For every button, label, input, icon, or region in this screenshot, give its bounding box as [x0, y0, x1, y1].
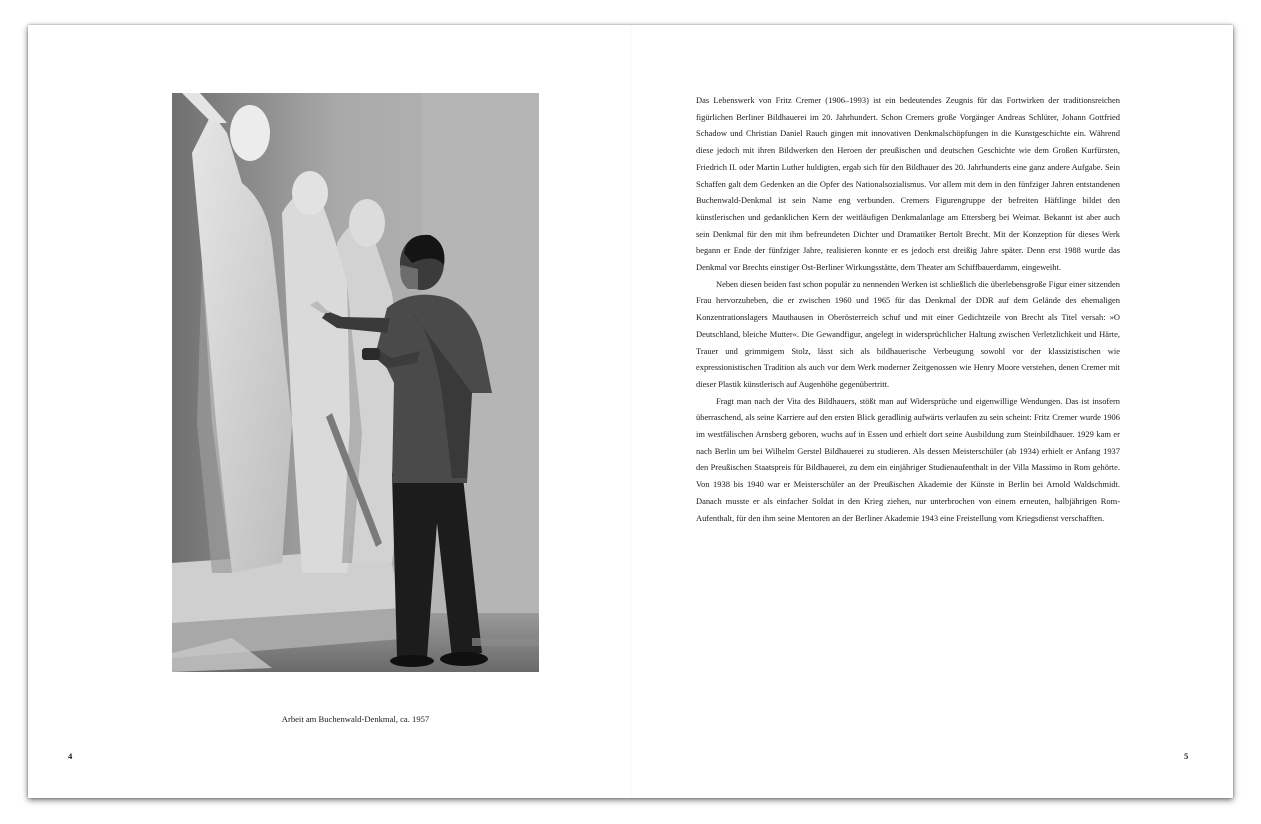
photo-caption: Arbeit am Buchenwald-Denkmal, ca. 1957	[281, 714, 430, 724]
paragraph-2: Neben diesen beiden fast schon populär zu nennenden Werken ist schließlich die überlebensgroße Figur einer sitzenden Frau hervorzuheben, die er zwischen 1960 und 1965 für das Denkmal der DDR auf dem Gelände des ehemaligen Konzentrationslagers Mauthausen in Oberösterreich schuf und mit einer Gedichtzeile von Brecht als Titel versah: »O Deutschland, bleiche Mutter«. Die Gewandfigur, angelegt in widersprüchlicher Haltung zwischen Verletzlichkeit und Härte, Trauer und grimmigem Stolz, lässt sich als bildhauerische Verbeugung sowohl vor der klassizistischen wie expressionistischen Tradition als auch vor dem Werk moderner Zeitgenossen wie Henry Moore verstehen, denen Cremer mit dieser Plastik künstlerisch auf Augenhöhe gegenübertritt.	[696, 278, 1120, 389]
book-gutter	[630, 25, 632, 798]
photo-sculptor-at-work	[172, 93, 539, 672]
body-text	[696, 92, 1120, 526]
book-spread	[28, 25, 1233, 798]
paragraph-3: Fragt man nach der Vita des Bildhauers, stößt man auf Widersprüche und eigenwillige Wendungen. Das ist insofern überraschend, als seine Karriere auf den ersten Blick geradlinig aufwärts verlaufen zu sein scheint: Fritz Cremer wurde 1906 im westfälischen Arnsberg geboren, wuchs auf in Essen und erhielt dort seine Ausbildung zum Steinbildhauer. 1929 kam er nach Berlin um bei Wilhelm Gerstel Bildhauerei zu studieren. Als dessen Meisterschüler (ab 1934) erhielt er Anfang 1937 den Preußischen Staatspreis für Bildhauerei, zu dem ein einjähriger Studienaufenthalt in der Villa Massimo in Rom gehörte. Von 1938 bis 1940 war er Meisterschüler an der Preußischen Akademie der Künste in Berlin bei Arnold Waldschmidt. Danach musste er als einfacher Soldat in den Krieg ziehen, nur unterbrochen von einem erneuten, halbjährigen Rom-Aufenthalt, für den ihm seine Mentoren an der Berliner Akademie 1943 eine Freistellung vom Kriegsdienst verschafften.	[696, 395, 1120, 523]
page-number-right: 5	[1184, 751, 1189, 761]
paragraph-1: Das Lebenswerk von Fritz Cremer (1906–1993) ist ein bedeutendes Zeugnis für das Fortwirken der traditionsreichen figürlichen Berliner Bildhauerei im 20. Jahrhundert. Schon Cremers große Vorgänger Andreas Schlüter, Johann Gottfried Schadow und Christian Daniel Rauch gingen mit innovativen Denkmalschöpfungen in die Kunstgeschichte ein. Während diese jedoch mit ihren Bildwerken den Heroen der preußischen und deutschen Geschichte wie dem Großen Kurfürsten, Friedrich II. oder Martin Luther huldigten, ergab sich für den Bildhauer des 20. Jahrhunderts eine ganz andere Aufgabe. Sein Schaffen galt dem Gedenken an die Opfer des Nationalsozialismus. Vor allem mit dem in den fünfziger Jahren entstandenen Buchenwald-Denkmal ist sein Name eng verbunden. Cremers Figurengruppe der befreiten Häftlinge bildet den künstlerischen und gedanklichen Kern der weitläufigen Denkmalanlage am Ettersberg bei Weimar. Bekannt ist aber auch sein Denkmal für den mit ihm befreundeten Dichter und Dramatiker Bertolt Brecht. Mit der Konzeption für dieses Werk begann er Ende der fünfziger Jahre, realisieren konnte er es jedoch erst dreißig Jahre später. Denn erst 1988 wurde das Denkmal vor Brechts einstiger Ost-Berliner Wirkungsstätte, dem Theater am Schiffbauerdamm, eingeweiht.	[696, 95, 1120, 273]
page-number-left: 4	[68, 751, 73, 761]
